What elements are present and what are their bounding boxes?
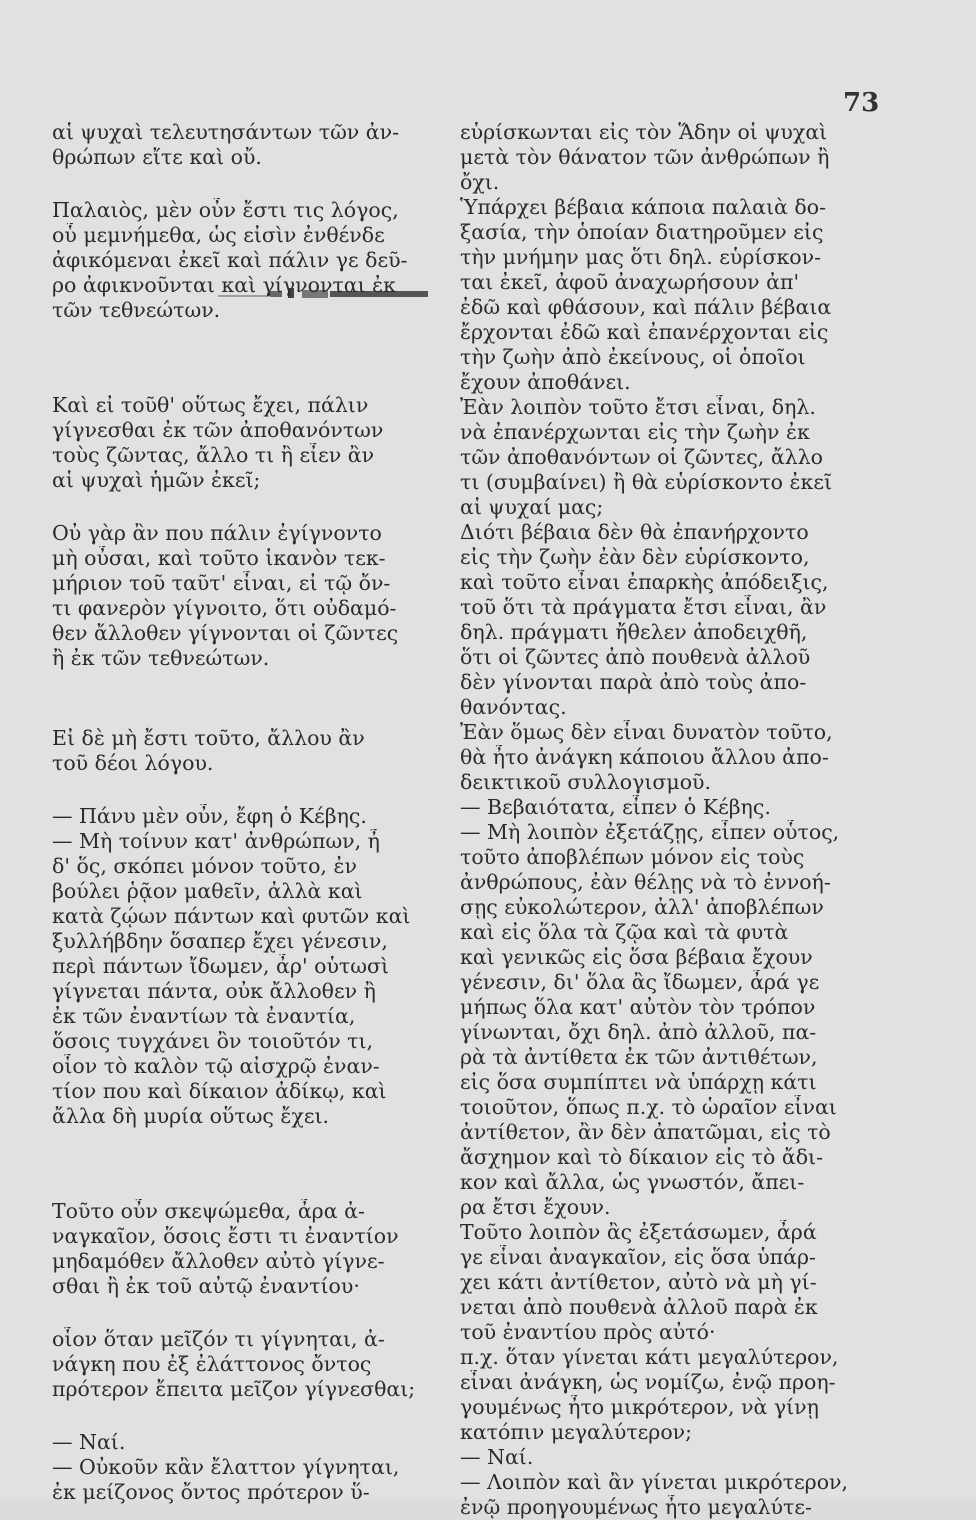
text-line: ναγκαῖον, ὅσοις ἔστι τι ἐναντίον bbox=[52, 1224, 399, 1248]
text-line: τοὺς ζῶντας, ἄλλο τι ἢ εἶεν ἂν bbox=[52, 443, 375, 467]
text-line: μηδαμόθεν ἄλλοθεν αὐτὸ γίγνε- bbox=[52, 1249, 385, 1273]
paragraph-gap bbox=[52, 323, 447, 393]
paragraph-gap bbox=[52, 493, 447, 521]
text-line: μὴ οὖσαι, καὶ τοῦτο ἱκανὸν τεκ- bbox=[52, 546, 386, 570]
text-line: οἷον ὅταν μεῖζόν τι γίγνηται, ἀ- bbox=[52, 1327, 385, 1351]
text-line: γίγνεσθαι ἐκ τῶν ἀποθανόντων bbox=[52, 418, 384, 442]
text-line: ἀντίθετον, ἂν δὲν ἀπατῶμαι, εἰς τὸ bbox=[460, 1120, 831, 1144]
paragraph-gap bbox=[52, 1402, 447, 1430]
text-line: μήπως ὅλα κατ' αὐτὸν τὸν τρόπον bbox=[460, 995, 816, 1019]
text-line: βούλει ῥᾷον μαθεῖν, ἀλλὰ καὶ bbox=[52, 879, 363, 903]
paragraph-gap bbox=[52, 170, 447, 198]
paragraph bbox=[52, 393, 447, 493]
text-line: αἱ ψυχαί μας; bbox=[460, 495, 604, 519]
text-line: γίγνεται πάντα, οὐκ ἄλλοθεν ἢ bbox=[52, 979, 376, 1003]
paragraph-gap bbox=[52, 776, 447, 804]
modern-greek-translation-column bbox=[460, 120, 880, 1520]
greek-original-column bbox=[52, 120, 447, 1505]
text-line: τι (συμβαίνει) ἢ θὰ εὑρίσκοντο ἐκεῖ bbox=[460, 470, 832, 494]
text-line: Τοῦτο οὖν σκεψώμεθα, ἆρα ἀ- bbox=[52, 1199, 365, 1223]
text-line: θανόντας. bbox=[460, 695, 567, 719]
text-line: Διότι βέβαια δὲν θὰ ἐπανήρχοντο bbox=[460, 520, 809, 544]
text-line: τὴν ζωὴν ἀπὸ ἐκείνους, οἱ ὁποῖοι bbox=[460, 345, 806, 369]
text-line: τοῦ δέοι λόγου. bbox=[52, 751, 214, 775]
text-line: πρότερον ἔπειτα μεῖζον γίγνεσθαι; bbox=[52, 1377, 416, 1401]
text-line: κατόπιν μεγαλύτερον; bbox=[460, 1420, 693, 1444]
text-line: ὅσοις τυγχάνει ὂν τοιοῦτόν τι, bbox=[52, 1029, 374, 1053]
text-line: χει κάτι ἀντίθετον, αὐτὸ νὰ μὴ γί- bbox=[460, 1270, 817, 1294]
text-line: τοιοῦτον, ὅπως π.χ. τὸ ὡραῖον εἶναι bbox=[460, 1095, 837, 1119]
text-line: — Πάνυ μὲν οὖν, ἔφη ὁ Κέβης. bbox=[52, 804, 367, 828]
text-line: ἔρχονται ἐδῶ καὶ ἐπανέρχονται εἰς bbox=[460, 320, 829, 344]
paragraph bbox=[52, 120, 447, 170]
text-line: ξασία, τὴν ὁποίαν διατηροῦμεν εἰς bbox=[460, 220, 824, 244]
text-line: — Οὐκοῦν κἂν ἔλαττον γίγνηται, bbox=[52, 1455, 400, 1479]
text-line: ἐκ μείζονος ὄντος πρότερον ὕ- bbox=[52, 1480, 370, 1504]
text-line: κατὰ ζῴων πάντων καὶ φυτῶν καὶ bbox=[52, 904, 411, 928]
text-line: ἐνῷ προηγουμένως ἦτο μεγαλύτε- bbox=[460, 1495, 812, 1519]
text-line: ἀφικόμεναι ἐκεῖ καὶ πάλιν γε δεῦ- bbox=[52, 248, 408, 272]
text-line: γουμένως ἦτο μικρότερον, νὰ γίνῃ bbox=[460, 1395, 819, 1419]
text-line: γένεσιν, δι' ὅλα ἂς ἴδωμεν, ἆρά γε bbox=[460, 970, 820, 994]
text-line: τοῦτο ἀποβλέπων μόνον εἰς τοὺς bbox=[460, 845, 805, 869]
text-line: σθαι ἢ ἐκ τοῦ αὐτῷ ἐναντίου· bbox=[52, 1274, 360, 1298]
text-line: ἄλλα δὴ μυρία οὕτως ἔχει. bbox=[52, 1104, 330, 1128]
paragraph bbox=[52, 198, 447, 323]
text-line: δηλ. πράγματι ἤθελεν ἀποδειχθῆ, bbox=[460, 620, 808, 644]
text-line: τοῦ ὅτι τὰ πράγματα ἔτσι εἶναι, ἂν bbox=[460, 595, 827, 619]
text-line: κον καὶ ἄλλα, ὡς γνωστόν, ἄπει- bbox=[460, 1170, 805, 1194]
text-line: περὶ πάντων ἴδωμεν, ἆρ' οὑτωσὶ bbox=[52, 954, 389, 978]
text-line: ρὰ τὰ ἀντίθετα ἐκ τῶν ἀντιθέτων, bbox=[460, 1045, 818, 1069]
paragraph-gap bbox=[52, 1299, 447, 1327]
text-line: αἱ ψυχαὶ ἡμῶν ἐκεῖ; bbox=[52, 468, 261, 492]
paragraph bbox=[52, 1430, 447, 1505]
text-line: εἶναι ἀνάγκη, ὡς νομίζω, ἐνῷ προη- bbox=[460, 1370, 836, 1394]
text-line: — Μὴ λοιπὸν ἐξετάζῃς, εἶπεν οὗτος, bbox=[460, 820, 840, 844]
text-line: δὲν γίνονται παρὰ ἀπὸ τοὺς ἀπο- bbox=[460, 670, 807, 694]
text-line: ξυλλήβδην ὅσαπερ ἔχει γένεσιν, bbox=[52, 929, 388, 953]
text-line: Εἰ δὲ μὴ ἔστι τοῦτο, ἄλλου ἂν bbox=[52, 726, 365, 750]
text-line: τὴν μνήμην μας ὅτι δηλ. εὑρίσκον- bbox=[460, 245, 822, 269]
text-line: Τοῦτο λοιπὸν ἂς ἐξετάσωμεν, ἆρά bbox=[460, 1220, 817, 1244]
text-line: καὶ εἰς ὅλα τὰ ζῷα καὶ τὰ φυτὰ bbox=[460, 920, 789, 944]
paragraph bbox=[460, 120, 880, 1520]
text-line: εὑρίσκωνται εἰς τὸν Ἅδην οἱ ψυχαὶ bbox=[460, 120, 828, 144]
text-line: Ἐὰν ὅμως δὲν εἶναι δυνατὸν τοῦτο, bbox=[460, 720, 833, 744]
paragraph bbox=[52, 726, 447, 776]
text-line: Παλαιὸς, μὲν οὖν ἔστι τις λόγος, bbox=[52, 198, 399, 222]
text-line: τῶν ἀποθανόντων οἱ ζῶντες, ἄλλο bbox=[460, 445, 824, 469]
text-line: — Λοιπὸν καὶ ἂν γίνεται μικρότερον, bbox=[460, 1470, 849, 1494]
text-line: — Μὴ τοίνυν κατ' ἀνθρώπων, ἦ bbox=[52, 829, 380, 853]
paragraph-gap bbox=[52, 671, 447, 726]
text-line: μήριον τοῦ ταῦτ' εἶναι, εἰ τῷ ὄν- bbox=[52, 571, 391, 595]
text-line: εἰς ὅσα συμπίπτει νὰ ὑπάρχῃ κάτι bbox=[460, 1070, 817, 1094]
text-line: τῶν τεθνεώτων. bbox=[52, 298, 221, 322]
text-line: σῃς εὐκολώτερον, ἀλλ' ἀποβλέπων bbox=[460, 895, 824, 919]
text-line: ὄχι. bbox=[460, 170, 500, 194]
paragraph-gap bbox=[52, 1129, 447, 1199]
text-line: νὰ ἐπανέρχωνται εἰς τὴν ζωὴν ἐκ bbox=[460, 420, 810, 444]
text-line: θρώπων εἴτε καὶ οὔ. bbox=[52, 145, 262, 169]
paragraph bbox=[52, 804, 447, 1129]
paragraph bbox=[52, 1327, 447, 1402]
text-line: θεν ἄλλοθεν γίγνονται οἱ ζῶντες bbox=[52, 621, 399, 645]
text-line: ρα ἔτσι ἔχουν. bbox=[460, 1195, 611, 1219]
text-line: Ὑπάρχει βέβαια κάποια παλαιὰ δο- bbox=[460, 195, 826, 219]
text-line: οἷον τὸ καλὸν τῷ αἰσχρῷ ἐναν- bbox=[52, 1054, 380, 1078]
paragraph bbox=[52, 521, 447, 671]
text-line: νεται ἀπὸ πουθενὰ ἀλλοῦ παρὰ ἐκ bbox=[460, 1295, 818, 1319]
text-line: — Βεβαιότατα, εἶπεν ὁ Κέβης. bbox=[460, 795, 771, 819]
text-line: ἐδῶ καὶ φθάσουν, καὶ πάλιν βέβαια bbox=[460, 295, 832, 319]
text-line: γε εἶναι ἀναγκαῖον, εἰς ὅσα ὑπάρ- bbox=[460, 1245, 816, 1269]
text-line: δεικτικοῦ συλλογισμοῦ. bbox=[460, 770, 712, 794]
text-line: ἔχουν ἀποθάνει. bbox=[460, 370, 631, 394]
text-line: οὗ μεμνήμεθα, ὡς εἰσὶν ἐνθένδε bbox=[52, 223, 385, 247]
text-line: μετὰ τὸν θάνατον τῶν ἀνθρώπων ἢ bbox=[460, 145, 830, 169]
text-line: τι φανερὸν γίγνοιτο, ὅτι οὐδαμό- bbox=[52, 596, 397, 620]
text-line: ἢ ἐκ τῶν τεθνεώτων. bbox=[52, 646, 270, 670]
text-line: Οὐ γὰρ ἂν που πάλιν ἐγίγνοντο bbox=[52, 521, 382, 545]
text-line: π.χ. ὅταν γίνεται κάτι μεγαλύτερον, bbox=[460, 1345, 839, 1369]
text-line: αἱ ψυχαὶ τελευτησάντων τῶν ἀν- bbox=[52, 120, 400, 144]
text-line: θὰ ἦτο ἀνάγκη κάποιου ἄλλου ἀπο- bbox=[460, 745, 829, 769]
text-line: τίον που καὶ δίκαιον ἀδίκῳ, καὶ bbox=[52, 1079, 387, 1103]
text-line: ρο ἀφικνοῦνται καὶ γίγνονται ἐκ bbox=[52, 273, 396, 297]
text-line: ἄσχημον καὶ τὸ δίκαιον εἰς τὸ ἄδι- bbox=[460, 1145, 823, 1169]
text-line: γίνωνται, ὄχι δηλ. ἀπὸ ἀλλοῦ, πα- bbox=[460, 1020, 817, 1044]
text-line: τοῦ ἐναντίου πρὸς αὐτό· bbox=[460, 1320, 716, 1344]
text-line: εἰς τὴν ζωὴν ἐὰν δὲν εὑρίσκοντο, bbox=[460, 545, 810, 569]
text-line: ται ἐκεῖ, ἀφοῦ ἀναχωρήσουν ἀπ' bbox=[460, 270, 800, 294]
text-line: ὅτι οἱ ζῶντες ἀπὸ πουθενὰ ἀλλοῦ bbox=[460, 645, 811, 669]
text-line: — Ναί. bbox=[52, 1430, 126, 1454]
page-number: 73 bbox=[843, 88, 880, 118]
paragraph bbox=[52, 1199, 447, 1299]
text-line: — Ναί. bbox=[460, 1445, 534, 1469]
text-line: ἐκ τῶν ἐναντίων τὰ ἐναντία, bbox=[52, 1004, 356, 1028]
text-line: Καὶ εἰ τοῦθ' οὕτως ἔχει, πάλιν bbox=[52, 393, 369, 417]
text-line: καὶ τοῦτο εἶναι ἐπαρκὴς ἀπόδειξις, bbox=[460, 570, 829, 594]
text-line: δ' ὅς, σκόπει μόνον τοῦτο, ἐν bbox=[52, 854, 357, 878]
text-line: καὶ γενικῶς εἰς ὅσα βέβαια ἔχουν bbox=[460, 945, 813, 969]
text-line: νάγκη που ἐξ ἐλάττονος ὄντος bbox=[52, 1352, 372, 1376]
text-line: ἀνθρώπους, ἐὰν θέλῃς νὰ τὸ ἐννοή- bbox=[460, 870, 831, 894]
text-line: Ἐὰν λοιπὸν τοῦτο ἔτσι εἶναι, δηλ. bbox=[460, 395, 816, 419]
